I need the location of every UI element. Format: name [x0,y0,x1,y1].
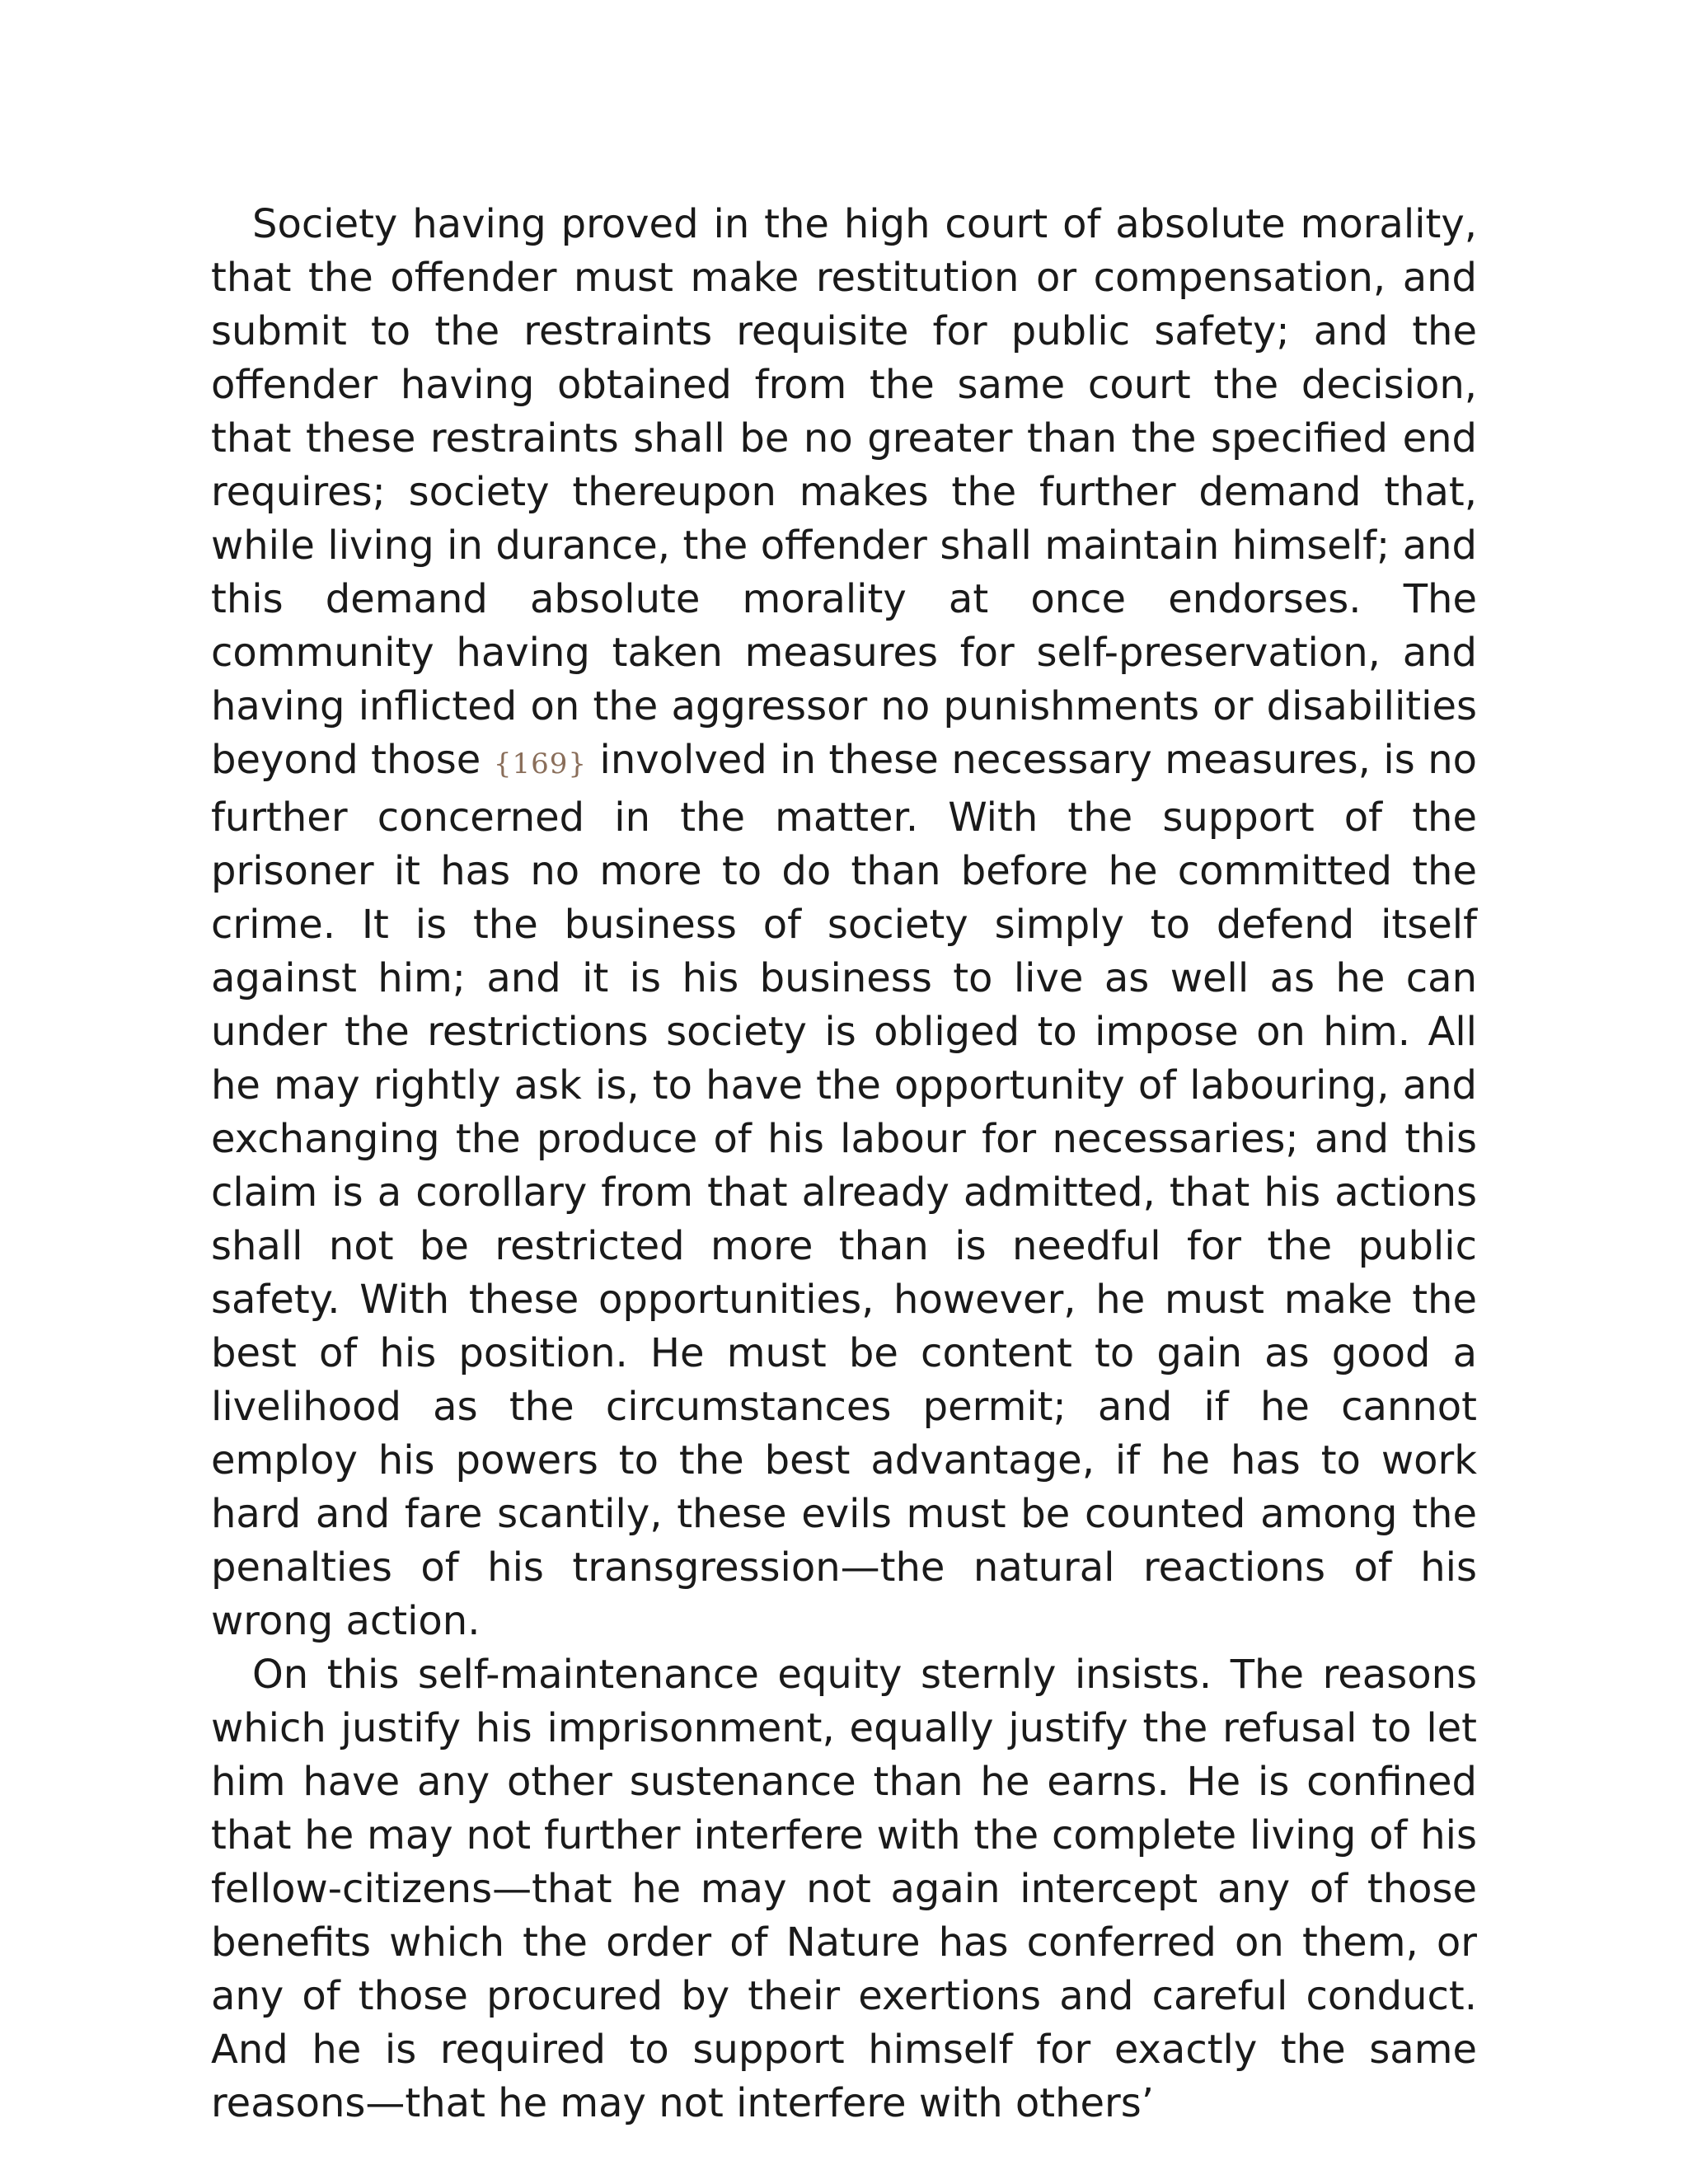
paragraph-1-text-before: Society having proved in the high court of absolute morality, that the offender must make restitution or compensation, and submit to the restraints requisite for public safety; and the offender having obtained from the same court the decision, that these restraints shall be no greater than the specified end requires; society thereupon makes the further demand that, while living in durance, the offender shall maintain himself; and this demand absolute morality at once endorses. The community having taken measures for self-preservation, and having inflicted on the aggressor no punishments or disabilities beyond those [211,201,1477,783]
page-number-marker: {169} [493,748,587,780]
page-body [211,198,1477,2130]
paragraph-1-text-after: involved in these necessary measures, is no further concerned in the matter. With the support of the prisoner it has no more to do than before he committed the crime. It is the business of society simply to defend itself against him; and it is his business to live as well as he can under the restrictions society is obliged to impose on him. All he may rightly ask is, to have the opportunity of labouring, and exchanging the produce of his labour for necessaries; and this claim is a corollary from that already admitted, that his actions shall not be restricted more than is needful for the public safety. With these opportunities, however, he must make the best of his position. He must be content to gain as good a livelihood as the circumstances permit; and if he cannot employ his powers to the best advantage, if he has to work hard and fare scantily, these evils must be counted among the penalties of his transgression—the natural reactions of his wrong action. [211,737,1477,1644]
paragraph-2: On this self-maintenance equity sternly insists. The reasons which justify his imprisonment, equally justify the refusal to let him have any other sustenance than he earns. He is confined that he may not further interfere with the complete living of his fellow-citizens—that he may not again intercept any of those benefits which the order of Nature has conferred on them, or any of those procured by their exertions and careful conduct. And he is required to support himself for exactly the same reasons—that he may not interfere with others’ [211,1652,1477,2126]
paragraph-1 [211,198,1477,1648]
